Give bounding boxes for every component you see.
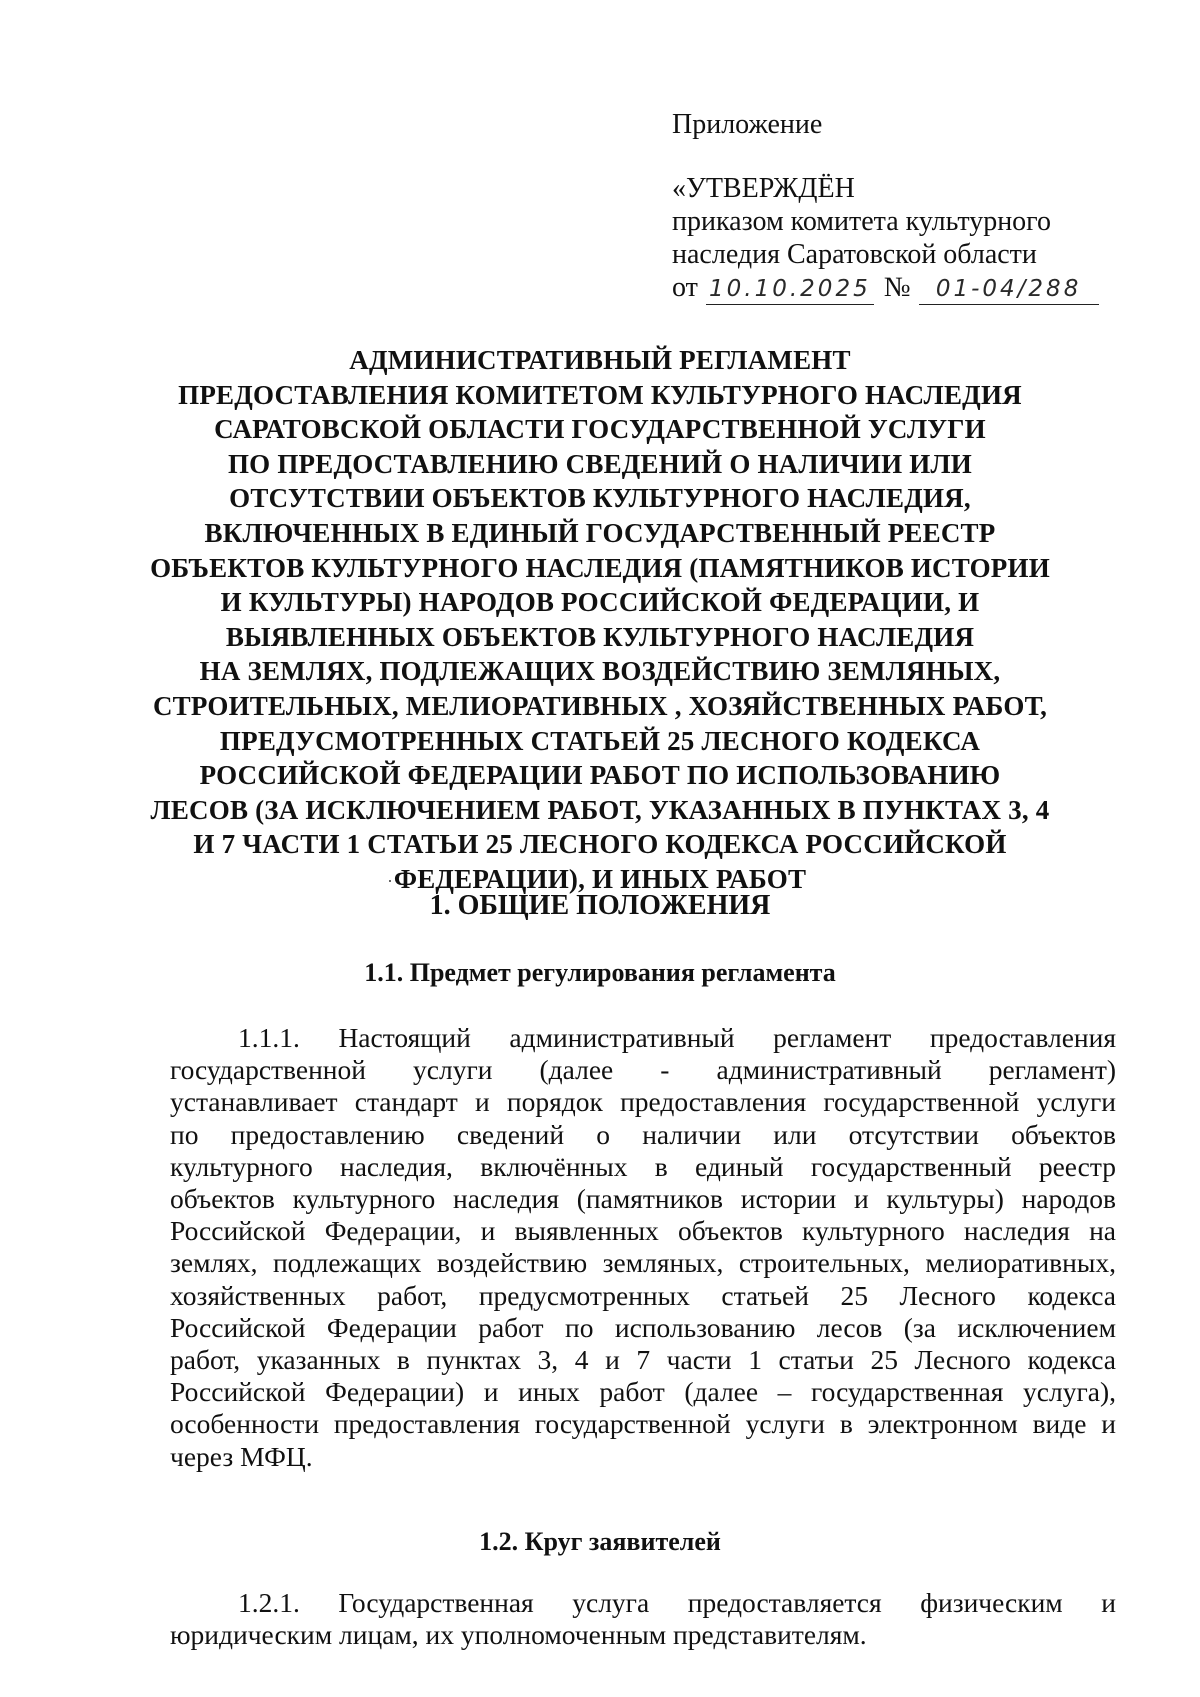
paragraph-line: государственной услуги (далее - административный регламент) xyxy=(170,1054,1116,1086)
paragraph-line: работ, указанных в пунктах 3, 4 и 7 части 1 статьи 25 Лесного кодекса xyxy=(170,1344,1116,1376)
paragraph-line: Российской Федерации работ по использованию лесов (за исключением xyxy=(170,1311,1116,1343)
title-line: ПО ПРЕДОСТАВЛЕНИЮ СВЕДЕНИЙ О НАЛИЧИИ ИЛИ xyxy=(227,448,972,479)
paragraph-line: через МФЦ. xyxy=(170,1440,313,1472)
paragraph-line: объектов культурного наследия (памятников истории и культуры) народов xyxy=(170,1183,1116,1215)
paragraph-line: устанавливает стандарт и порядок предоставления государственной услуги xyxy=(170,1086,1116,1118)
handwritten-number: 01-04/288 xyxy=(919,274,1099,305)
paragraph-line: юридическим лицам, их уполномоченным представителям. xyxy=(170,1619,867,1651)
title-line: СТРОИТЕЛЬНЫХ, МЕЛИОРАТИВНЫХ , ХОЗЯЙСТВЕННЫХ РАБОТ, xyxy=(152,690,1048,721)
section-1-heading: 1. ОБЩИЕ ПОЛОЖЕНИЯ xyxy=(429,890,771,921)
paragraph-line: землях, подлежащих воздействию земляных, строительных, мелиоративных, xyxy=(170,1247,1116,1279)
title-line: АДМИНИСТРАТИВНЫЙ РЕГЛАМЕНТ xyxy=(349,345,851,375)
title-line: ВКЛЮЧЕННЫХ В ЕДИНЫЙ ГОСУДАРСТВЕННЫЙ РЕЕСТР xyxy=(204,517,996,548)
date-number-line xyxy=(672,271,1102,305)
paragraph-line: 1.1.1. Настоящий административный регламент предоставления xyxy=(238,1022,1116,1053)
order-line-2: наследия Саратовской области xyxy=(672,239,1037,270)
paragraph-1-2-1 xyxy=(170,1587,1116,1651)
title-line: САРАТОВСКОЙ ОБЛАСТИ ГОСУДАРСТВЕННОЙ УСЛУГИ xyxy=(214,414,986,445)
date-prefix: от xyxy=(672,272,698,303)
title-line: ПРЕДОСТАВЛЕНИЯ КОМИТЕТОМ КУЛЬТУРНОГО НАСЛЕДИЯ xyxy=(178,379,1022,410)
paragraph-line: культурного наследия, включённых в единый государственный реестр xyxy=(170,1150,1116,1182)
document-title xyxy=(150,343,1050,897)
approved-label: «УТВЕРЖДЁН xyxy=(672,173,855,204)
subsection-1-2-heading: 1.2. Круг заявителей xyxy=(479,1527,721,1556)
paragraph-line: Российской Федерации) и иных работ (далее – государственная услуга), xyxy=(170,1376,1116,1408)
paragraph-line: 1.2.1. Государственная услуга предоставляется физическим и xyxy=(238,1587,1116,1618)
appendix-label: Приложение xyxy=(672,109,823,140)
title-line: ВЫЯВЛЕННЫХ ОБЪЕКТОВ КУЛЬТУРНОГО НАСЛЕДИЯ xyxy=(225,621,975,652)
paragraph-line: особенности предоставления государственной услуги в электронном виде и xyxy=(170,1408,1116,1440)
title-line: ОТСУТСТВИИ ОБЪЕКТОВ КУЛЬТУРНОГО НАСЛЕДИЯ, xyxy=(229,483,971,514)
handwritten-date: 10.10.2025 xyxy=(706,274,874,305)
title-line: НА ЗЕМЛЯХ, ПОДЛЕЖАЩИХ ВОЗДЕЙСТВИЮ ЗЕМЛЯНЫХ, xyxy=(199,656,1001,687)
title-line: ПРЕДУСМОТРЕННЫХ СТАТЬЕЙ 25 ЛЕСНОГО КОДЕКСА xyxy=(219,725,981,756)
order-line-1: приказом комитета культурного xyxy=(672,206,1051,237)
title-line: И 7 ЧАСТИ 1 СТАТЬИ 25 ЛЕСНОГО КОДЕКСА РОССИЙСКОЙ xyxy=(193,829,1007,860)
title-line: ФЕДЕРАЦИИ), И ИНЫХ РАБОТ xyxy=(393,863,807,894)
paragraph-1-1-1 xyxy=(170,1022,1116,1473)
subsection-1-1-heading: 1.1. Предмет регулирования регламента xyxy=(364,958,836,987)
approval-block xyxy=(672,108,1102,305)
title-line: ОБЪЕКТОВ КУЛЬТУРНОГО НАСЛЕДИЯ (ПАМЯТНИКОВ ИСТОРИИ xyxy=(150,552,1050,583)
title-line: РОССИЙСКОЙ ФЕДЕРАЦИИ РАБОТ ПО ИСПОЛЬЗОВАНИЮ xyxy=(199,760,1001,791)
paragraph-line: Российской Федерации, и выявленных объектов культурного наследия на xyxy=(170,1215,1116,1247)
paragraph-line: хозяйственных работ, предусмотренных статьей 25 Лесного кодекса xyxy=(170,1279,1116,1311)
number-prefix: № xyxy=(883,272,911,303)
paragraph-line: по предоставлению сведений о наличии или отсутствии объектов xyxy=(170,1118,1116,1150)
title-line: ЛЕСОВ (ЗА ИСКЛЮЧЕНИЕМ РАБОТ, УКАЗАННЫХ В ПУНКТАХ 3, 4 xyxy=(150,794,1050,825)
scan-artifact-dot xyxy=(389,880,391,882)
title-line: И КУЛЬТУРЫ) НАРОДОВ РОССИЙСКОЙ ФЕДЕРАЦИИ, И xyxy=(220,587,980,618)
